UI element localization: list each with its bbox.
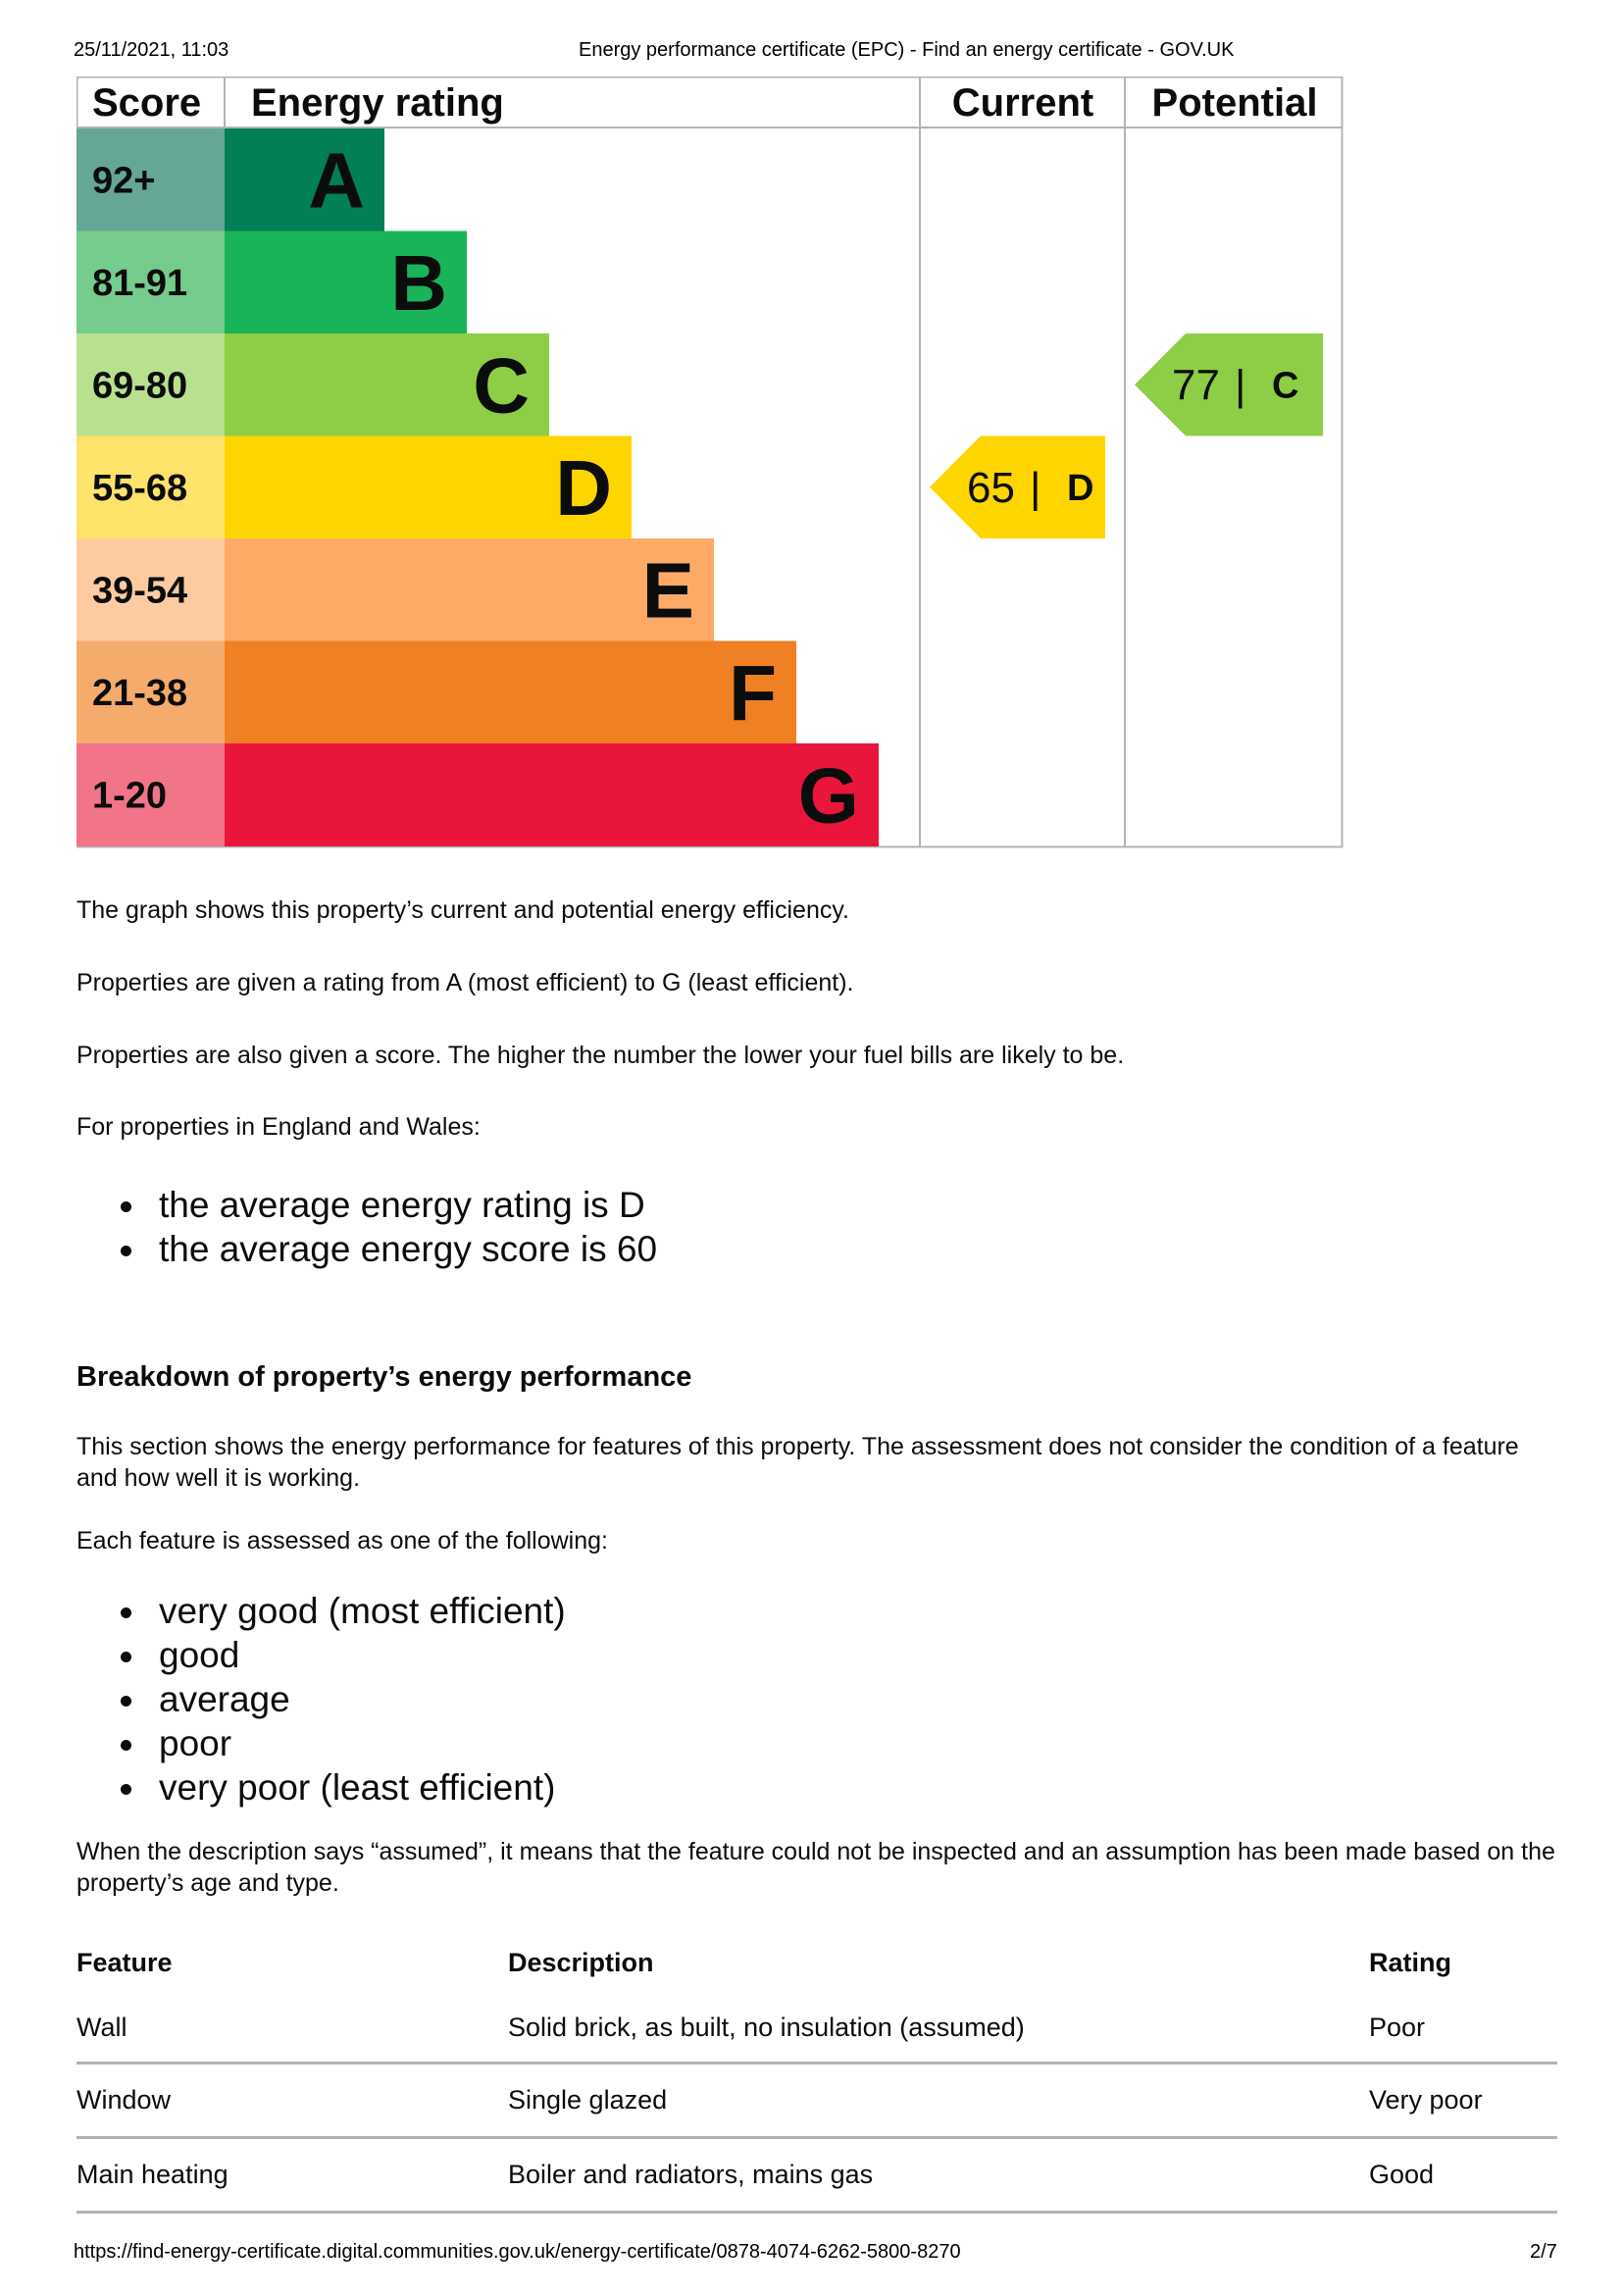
- current-rating-arrow: [930, 436, 1105, 539]
- band-letter: F: [729, 648, 777, 737]
- band-score-label: 21-38: [92, 672, 188, 714]
- band-letter: E: [641, 546, 694, 635]
- table-row: [76, 1993, 1557, 2064]
- feature-cell: Main heating: [76, 2138, 508, 2213]
- band-bar: [225, 641, 796, 744]
- current-header: Current: [951, 81, 1094, 125]
- band-letter: A: [308, 136, 365, 225]
- arrow-separator: |: [1235, 361, 1246, 410]
- rating-band-c: [76, 333, 549, 436]
- assumed-explanation: When the description says “assumed”, it means that the feature could not be inspected and an assumption has been made based on the property’s age and type.: [76, 1838, 1555, 1897]
- list-item: the average energy rating is D: [118, 1183, 657, 1227]
- graph-explanation: The graph shows this property’s current and potential energy efficiency.: [76, 896, 849, 924]
- band-letter: C: [473, 341, 530, 430]
- table-row: [76, 2138, 1557, 2213]
- rating-band-f: [76, 641, 796, 744]
- rating-band-g: [76, 743, 879, 846]
- description-cell: Solid brick, as built, no insulation (assumed): [508, 1993, 1369, 2064]
- arrow-score: 65: [967, 463, 1015, 512]
- assessment-intro: Each feature is assessed as one of the following:: [76, 1527, 608, 1555]
- band-score-label: 1-20: [92, 775, 168, 817]
- band-bar: [225, 538, 714, 641]
- rating-scale-list: [118, 1589, 566, 1810]
- arrow-letter: C: [1272, 365, 1299, 407]
- features-table: [76, 1932, 1557, 2214]
- feature-cell: Window: [76, 2064, 508, 2138]
- breakdown-heading: Breakdown of property’s energy performance: [76, 1361, 692, 1393]
- rating-band-e: [76, 538, 714, 641]
- potential-header: Potential: [1151, 81, 1318, 125]
- feature-column-header: Feature: [76, 1947, 173, 1977]
- england-wales-intro: For properties in England and Wales:: [76, 1113, 481, 1141]
- rating-band-b: [76, 231, 467, 334]
- arrow-score: 77: [1172, 361, 1220, 410]
- table-row: [76, 2064, 1557, 2138]
- rating-arrows: [930, 333, 1323, 538]
- feature-cell: Wall: [76, 1993, 508, 2064]
- table-header-row: [76, 1932, 1557, 1993]
- rating-bands: [76, 128, 879, 846]
- band-score-label: 81-91: [92, 262, 188, 304]
- rating-cell: Poor: [1369, 1993, 1557, 2064]
- page-url: https://find-energy-certificate.digital.communities.gov.uk/energy-certificate/0878-4074-6262-5800-8270: [74, 2241, 961, 2263]
- breakdown-explanation: This section shows the energy performance for features of this property. The assessment does not consider the condition of a feature and how well it is working.: [76, 1433, 1519, 1492]
- arrow-separator: |: [1030, 463, 1041, 512]
- rating-cell: Good: [1369, 2138, 1557, 2213]
- page-number: 2/7: [1530, 2241, 1557, 2263]
- band-bar: [225, 743, 879, 846]
- rating-cell: Very poor: [1369, 2064, 1557, 2138]
- band-letter: G: [797, 751, 859, 840]
- band-letter: B: [390, 238, 447, 327]
- score-explanation: Properties are also given a score. The higher the number the lower your fuel bills are likely to be.: [76, 1042, 1125, 1069]
- list-item: average: [118, 1677, 566, 1721]
- average-list: [118, 1183, 657, 1271]
- print-page-title: Energy performance certificate (EPC) - Find an energy certificate - GOV.UK: [579, 39, 1235, 61]
- arrow-letter: D: [1067, 467, 1094, 509]
- rating-band-a: [76, 128, 384, 231]
- print-datetime: 25/11/2021, 11:03: [74, 39, 229, 61]
- energy-rating-header: Energy rating: [251, 81, 504, 125]
- list-item: good: [118, 1633, 566, 1677]
- band-letter: D: [555, 443, 612, 532]
- band-score-label: 69-80: [92, 365, 188, 407]
- band-score-label: 39-54: [92, 570, 188, 612]
- rating-column-header: Rating: [1369, 1947, 1451, 1977]
- list-item: very good (most efficient): [118, 1589, 566, 1633]
- band-score-label: 55-68: [92, 467, 188, 509]
- description-cell: Boiler and radiators, mains gas: [508, 2138, 1369, 2213]
- list-item: very poor (least efficient): [118, 1765, 566, 1810]
- energy-rating-graph: [76, 76, 1344, 852]
- list-item: poor: [118, 1721, 566, 1765]
- description-column-header: Description: [508, 1947, 654, 1977]
- rating-band-d: [76, 436, 632, 539]
- potential-rating-arrow: [1135, 333, 1323, 436]
- score-header: Score: [92, 81, 202, 125]
- list-item: the average energy score is 60: [118, 1227, 657, 1271]
- rating-explanation: Properties are given a rating from A (most efficient) to G (least efficient).: [76, 969, 854, 996]
- band-score-label: 92+: [92, 160, 156, 202]
- description-cell: Single glazed: [508, 2064, 1369, 2138]
